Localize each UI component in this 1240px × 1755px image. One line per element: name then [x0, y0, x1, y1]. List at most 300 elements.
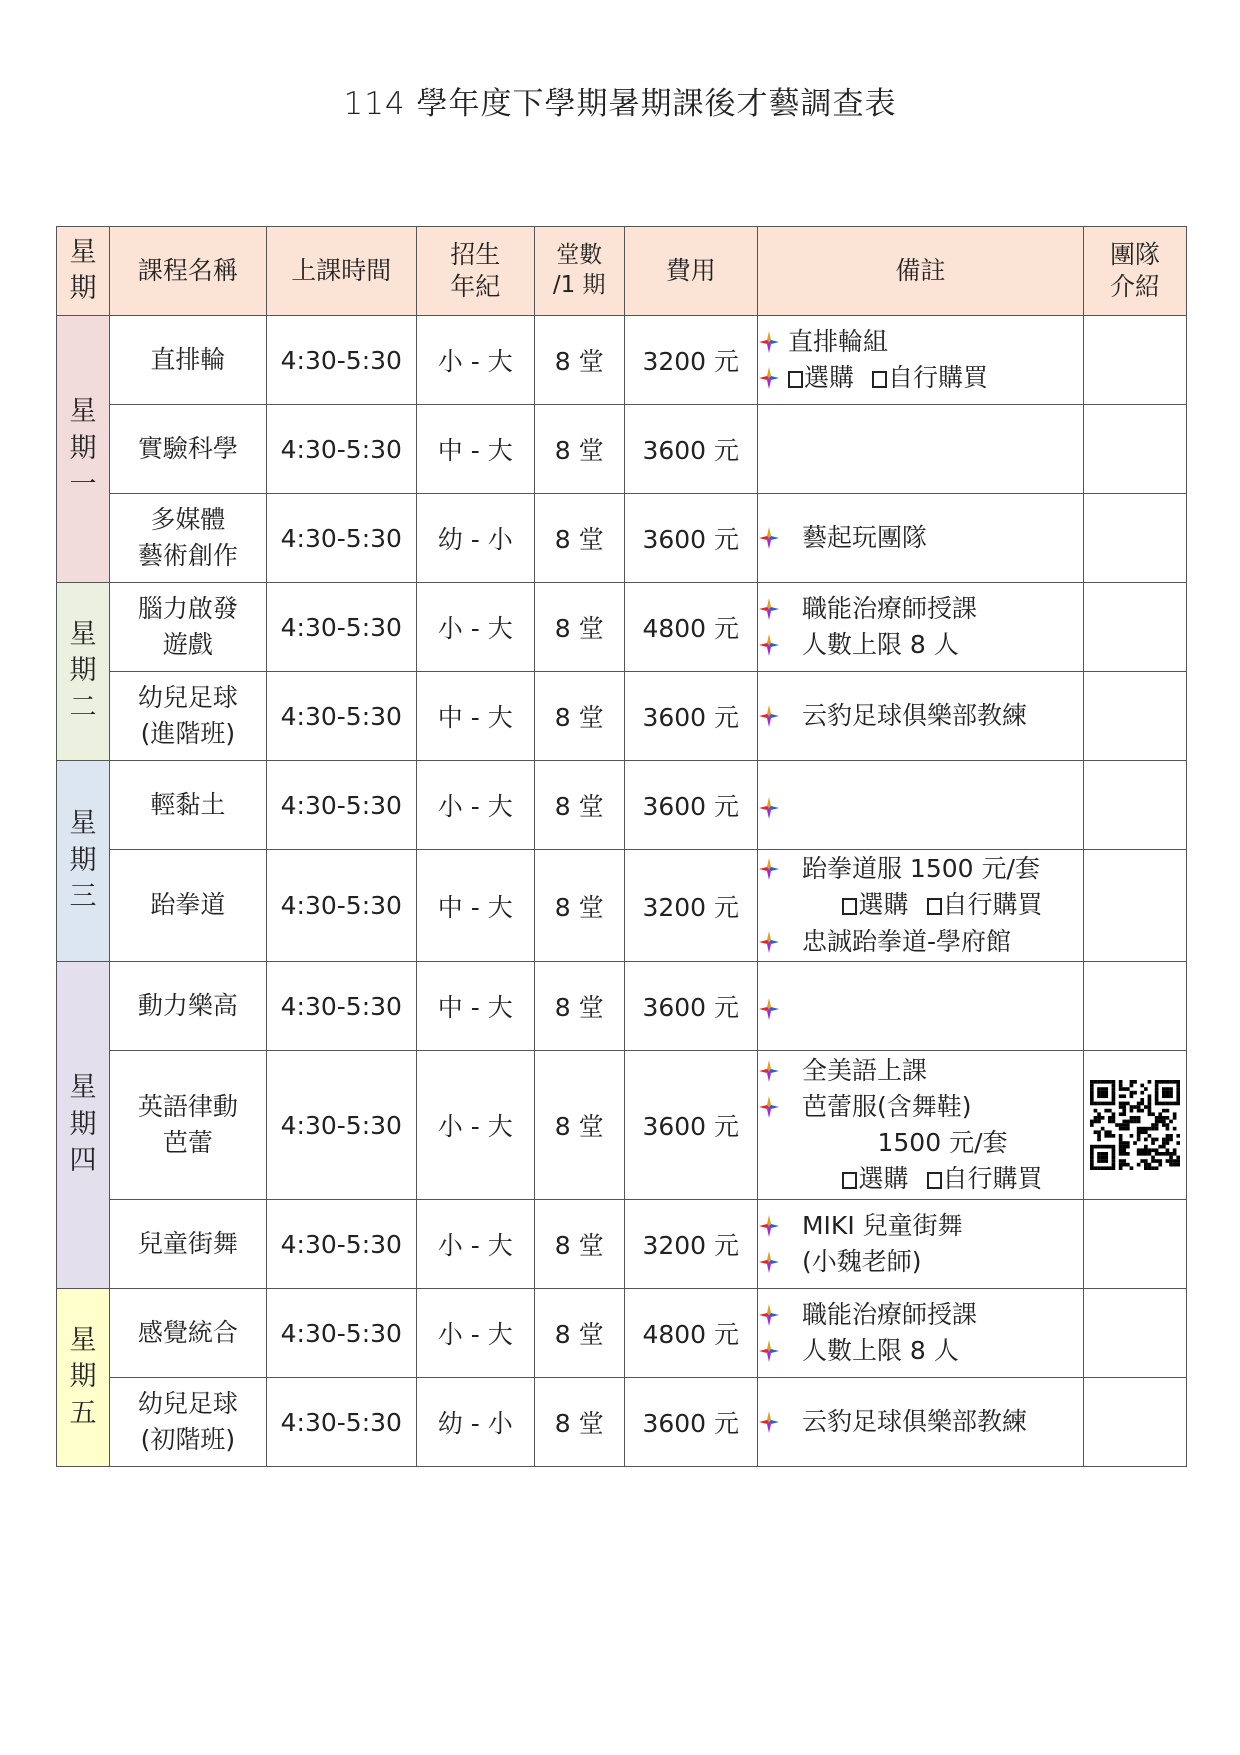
- age-range: 小 - 大: [416, 583, 534, 672]
- qr-module: [1169, 1102, 1173, 1106]
- age-range: 小 - 大: [416, 1051, 534, 1200]
- session-count: 8 堂: [534, 316, 624, 405]
- session-count: 8 堂: [534, 494, 624, 583]
- qr-module: [1112, 1134, 1116, 1138]
- qr-module: [1140, 1084, 1144, 1088]
- four-point-star-bullet-icon: [758, 330, 780, 354]
- qr-module: [1119, 1127, 1123, 1131]
- qr-module: [1151, 1123, 1155, 1127]
- notes-cell: [757, 405, 1083, 494]
- four-point-star-bullet-icon: [758, 633, 780, 657]
- qr-module: [1158, 1159, 1162, 1163]
- session-count: 8 堂: [534, 850, 624, 962]
- class-time: 4:30-5:30: [266, 1051, 416, 1200]
- qr-module: [1148, 1102, 1152, 1106]
- qr-module: [1126, 1141, 1130, 1145]
- table-row: [57, 316, 1187, 405]
- empty-checkbox-icon[interactable]: [927, 898, 942, 915]
- qr-module: [1090, 1098, 1094, 1102]
- notes-cell: [757, 1051, 1083, 1200]
- qr-module: [1119, 1166, 1123, 1170]
- qr-module: [1101, 1152, 1105, 1156]
- qr-module: [1112, 1156, 1116, 1160]
- note-text: 1500 元/套: [877, 1128, 1008, 1157]
- option-self-buy-label: 自行購買: [888, 363, 989, 392]
- qr-module: [1104, 1166, 1108, 1170]
- qr-module: [1137, 1102, 1141, 1106]
- qr-module: [1155, 1123, 1159, 1127]
- qr-module: [1126, 1163, 1130, 1167]
- fee: 3600 元: [624, 494, 757, 583]
- qr-module: [1104, 1130, 1108, 1134]
- qr-module: [1137, 1130, 1141, 1134]
- qr-module: [1119, 1084, 1123, 1088]
- qr-module: [1097, 1159, 1101, 1163]
- day-cell-thursday: 星 期 四: [57, 962, 110, 1289]
- table-row: [57, 672, 1187, 761]
- four-point-star-bullet-icon: [758, 1214, 780, 1238]
- qr-module: [1133, 1105, 1137, 1109]
- qr-module: [1097, 1145, 1101, 1149]
- qr-module: [1104, 1102, 1108, 1106]
- notes-cell: [757, 850, 1083, 962]
- age-range: 幼 - 小: [416, 494, 534, 583]
- day-cell-tuesday: 星 期 二: [57, 583, 110, 761]
- class-time: 4:30-5:30: [266, 1289, 416, 1378]
- note-text: 云豹足球俱樂部教練: [801, 700, 1027, 730]
- qr-module: [1122, 1141, 1126, 1145]
- qr-module: [1119, 1112, 1123, 1116]
- qr-module: [1148, 1127, 1152, 1131]
- qr-module: [1101, 1102, 1105, 1106]
- qr-module: [1090, 1163, 1094, 1167]
- note-text: 職能治療師授課: [801, 1299, 977, 1329]
- qr-module: [1130, 1084, 1134, 1088]
- qr-module: [1148, 1080, 1152, 1084]
- qr-module: [1162, 1120, 1166, 1124]
- option-self-buy-label: 自行購買: [942, 1164, 1043, 1194]
- qr-module: [1097, 1156, 1101, 1160]
- qr-module: [1140, 1098, 1144, 1102]
- class-time: 4:30-5:30: [266, 316, 416, 405]
- qr-module: [1112, 1080, 1116, 1084]
- qr-module: [1144, 1152, 1148, 1156]
- qr-module: [1166, 1123, 1170, 1127]
- qr-module: [1126, 1123, 1130, 1127]
- qr-module: [1144, 1159, 1148, 1163]
- fee: 3600 元: [624, 1378, 757, 1467]
- team-cell: [1084, 761, 1187, 850]
- qr-module: [1140, 1091, 1144, 1095]
- notes-cell: [757, 494, 1083, 583]
- qr-module: [1176, 1084, 1180, 1088]
- qr-module: [1122, 1163, 1126, 1167]
- four-point-star-bullet-icon: [758, 997, 780, 1021]
- qr-module: [1176, 1134, 1180, 1138]
- table-row: [57, 1051, 1187, 1200]
- qr-module: [1097, 1080, 1101, 1084]
- qr-module: [1112, 1112, 1116, 1116]
- qr-module: [1104, 1080, 1108, 1084]
- course-name: 幼兒足球 (進階班): [109, 672, 266, 761]
- class-time: 4:30-5:30: [266, 583, 416, 672]
- header-age: 招生 年紀: [416, 227, 534, 316]
- qr-module: [1140, 1127, 1144, 1131]
- qr-module: [1115, 1123, 1119, 1127]
- four-point-star-bullet-icon: [758, 1303, 780, 1327]
- age-range: 小 - 大: [416, 1289, 534, 1378]
- qr-module: [1104, 1134, 1108, 1138]
- note-text: (小魏老師): [801, 1247, 922, 1276]
- qr-module: [1155, 1102, 1159, 1106]
- qr-module: [1155, 1127, 1159, 1131]
- qr-module: [1155, 1087, 1159, 1091]
- fee: 3600 元: [624, 962, 757, 1051]
- qr-module: [1097, 1138, 1101, 1142]
- qr-module: [1166, 1152, 1170, 1156]
- qr-module: [1166, 1138, 1170, 1142]
- age-range: 小 - 大: [416, 761, 534, 850]
- qr-module: [1122, 1105, 1126, 1109]
- qr-module: [1176, 1080, 1180, 1084]
- note-text: 云豹足球俱樂部教練: [801, 1406, 1027, 1436]
- qr-module: [1119, 1094, 1123, 1098]
- qr-module: [1169, 1159, 1173, 1163]
- qr-module: [1119, 1087, 1123, 1091]
- qr-module: [1158, 1112, 1162, 1116]
- qr-module: [1155, 1152, 1159, 1156]
- qr-module: [1162, 1087, 1166, 1091]
- qr-module: [1137, 1120, 1141, 1124]
- qr-module: [1144, 1127, 1148, 1131]
- qr-module: [1094, 1116, 1098, 1120]
- qr-module: [1094, 1130, 1098, 1134]
- class-time: 4:30-5:30: [266, 962, 416, 1051]
- four-point-star-bullet-icon: [758, 1410, 780, 1434]
- qr-module: [1126, 1145, 1130, 1149]
- qr-module: [1133, 1080, 1137, 1084]
- qr-module: [1144, 1163, 1148, 1167]
- qr-module: [1137, 1163, 1141, 1167]
- qr-module: [1140, 1159, 1144, 1163]
- qr-module: [1133, 1116, 1137, 1120]
- qr-module: [1155, 1098, 1159, 1102]
- qr-module: [1097, 1130, 1101, 1134]
- qr-module: [1119, 1123, 1123, 1127]
- age-range: 中 - 大: [416, 962, 534, 1051]
- qr-module: [1122, 1109, 1126, 1113]
- fee: 4800 元: [624, 583, 757, 672]
- qr-module: [1130, 1120, 1134, 1124]
- qr-module: [1169, 1152, 1173, 1156]
- qr-module: [1155, 1094, 1159, 1098]
- qr-module: [1097, 1094, 1101, 1098]
- qr-module: [1122, 1127, 1126, 1131]
- qr-module: [1162, 1152, 1166, 1156]
- day-cell-wednesday: 星 期 三: [57, 761, 110, 962]
- qr-module: [1140, 1130, 1144, 1134]
- qr-module: [1166, 1094, 1170, 1098]
- qr-module: [1122, 1112, 1126, 1116]
- qr-module: [1169, 1087, 1173, 1091]
- qr-module: [1137, 1138, 1141, 1142]
- qr-module: [1169, 1156, 1173, 1160]
- qr-module: [1166, 1116, 1170, 1120]
- qr-module: [1097, 1152, 1101, 1156]
- qr-module: [1173, 1102, 1177, 1106]
- four-point-star-bullet-icon: [758, 1250, 780, 1274]
- qr-module: [1119, 1141, 1123, 1145]
- qr-module: [1104, 1145, 1108, 1149]
- qr-module: [1119, 1145, 1123, 1149]
- qr-module: [1108, 1116, 1112, 1120]
- table-row: [57, 1289, 1187, 1378]
- qr-module: [1173, 1080, 1177, 1084]
- qr-module: [1104, 1156, 1108, 1160]
- empty-checkbox-icon[interactable]: [842, 898, 857, 915]
- four-point-star-bullet-icon: [758, 796, 780, 820]
- course-name: 感覺統合: [109, 1289, 266, 1378]
- qr-module: [1162, 1109, 1166, 1113]
- qr-module: [1148, 1109, 1152, 1113]
- qr-module: [1148, 1094, 1152, 1098]
- qr-module: [1176, 1091, 1180, 1095]
- qr-module: [1162, 1138, 1166, 1142]
- note-text: 忠誠跆拳道-學府館: [801, 926, 1012, 956]
- four-point-star-bullet-icon: [758, 1339, 780, 1363]
- team-cell: [1084, 672, 1187, 761]
- qr-module: [1166, 1080, 1170, 1084]
- age-range: 中 - 大: [416, 405, 534, 494]
- qr-module: [1158, 1145, 1162, 1149]
- qr-module: [1151, 1141, 1155, 1145]
- qr-module: [1122, 1102, 1126, 1106]
- qr-module: [1112, 1120, 1116, 1124]
- age-range: 中 - 大: [416, 850, 534, 962]
- session-count: 8 堂: [534, 1378, 624, 1467]
- qr-module: [1130, 1134, 1134, 1138]
- qr-module: [1119, 1105, 1123, 1109]
- qr-module: [1162, 1091, 1166, 1095]
- qr-module: [1122, 1087, 1126, 1091]
- qr-module: [1173, 1148, 1177, 1152]
- qr-module: [1130, 1109, 1134, 1113]
- qr-module: [1104, 1087, 1108, 1091]
- class-time: 4:30-5:30: [266, 494, 416, 583]
- team-cell: [1084, 1200, 1187, 1289]
- table-header-row: [57, 227, 1187, 316]
- qr-module: [1112, 1163, 1116, 1167]
- qr-module: [1144, 1130, 1148, 1134]
- qr-module: [1090, 1094, 1094, 1098]
- qr-module: [1148, 1112, 1152, 1116]
- class-time: 4:30-5:30: [266, 1378, 416, 1467]
- course-name: 多媒體 藝術創作: [109, 494, 266, 583]
- qr-module: [1173, 1163, 1177, 1167]
- qr-module: [1126, 1127, 1130, 1131]
- qr-module: [1094, 1109, 1098, 1113]
- qr-module: [1155, 1120, 1159, 1124]
- qr-module: [1162, 1102, 1166, 1106]
- qr-module: [1148, 1105, 1152, 1109]
- qr-module: [1119, 1102, 1123, 1106]
- table-row: [57, 583, 1187, 672]
- note-text: 藝起玩團隊: [801, 522, 927, 552]
- qr-module: [1173, 1159, 1177, 1163]
- class-time: 4:30-5:30: [266, 761, 416, 850]
- qr-module: [1166, 1102, 1170, 1106]
- qr-module: [1148, 1098, 1152, 1102]
- note-text: 人數上限 8 人: [801, 630, 959, 659]
- qr-code-icon[interactable]: [1090, 1080, 1180, 1170]
- qr-module: [1104, 1159, 1108, 1163]
- qr-module: [1176, 1141, 1180, 1145]
- table-row: [57, 850, 1187, 962]
- team-cell: [1084, 583, 1187, 672]
- qr-module: [1176, 1159, 1180, 1163]
- qr-module: [1130, 1091, 1134, 1095]
- qr-module: [1148, 1166, 1152, 1170]
- qr-module: [1176, 1156, 1180, 1160]
- qr-module: [1173, 1112, 1177, 1116]
- qr-module: [1173, 1152, 1177, 1156]
- qr-module: [1130, 1105, 1134, 1109]
- qr-module: [1162, 1080, 1166, 1084]
- qr-module: [1148, 1134, 1152, 1138]
- qr-module: [1144, 1087, 1148, 1091]
- qr-module: [1126, 1152, 1130, 1156]
- table-row: [57, 1200, 1187, 1289]
- notes-cell: [757, 316, 1083, 405]
- qr-module: [1101, 1094, 1105, 1098]
- fee: 3600 元: [624, 761, 757, 850]
- schedule-table: [56, 226, 1187, 1467]
- qr-module: [1151, 1138, 1155, 1142]
- qr-module: [1097, 1134, 1101, 1138]
- course-name: 實驗科學: [109, 405, 266, 494]
- qr-module: [1122, 1094, 1126, 1098]
- qr-module: [1112, 1116, 1116, 1120]
- qr-module: [1094, 1080, 1098, 1084]
- qr-module: [1166, 1109, 1170, 1113]
- qr-module: [1166, 1087, 1170, 1091]
- qr-module: [1090, 1166, 1094, 1170]
- qr-module: [1169, 1080, 1173, 1084]
- qr-module: [1137, 1134, 1141, 1138]
- qr-module: [1097, 1116, 1101, 1120]
- qr-module: [1090, 1102, 1094, 1106]
- fee: 3200 元: [624, 316, 757, 405]
- header-fee: 費用: [624, 227, 757, 316]
- qr-module: [1108, 1120, 1112, 1124]
- fee: 3600 元: [624, 1051, 757, 1200]
- qr-module: [1119, 1134, 1123, 1138]
- fee: 3200 元: [624, 850, 757, 962]
- notes-cell: [757, 583, 1083, 672]
- qr-module: [1130, 1166, 1134, 1170]
- qr-module: [1133, 1141, 1137, 1145]
- notes-cell: [757, 1378, 1083, 1467]
- course-name: 動力樂高: [109, 962, 266, 1051]
- fee: 3600 元: [624, 672, 757, 761]
- qr-module: [1094, 1145, 1098, 1149]
- qr-module: [1137, 1105, 1141, 1109]
- qr-module: [1140, 1148, 1144, 1152]
- qr-module: [1133, 1120, 1137, 1124]
- qr-module: [1108, 1130, 1112, 1134]
- empty-checkbox-icon[interactable]: [927, 1172, 942, 1189]
- age-range: 小 - 大: [416, 1200, 534, 1289]
- qr-module: [1155, 1138, 1159, 1142]
- day-cell-monday: 星 期 一: [57, 316, 110, 583]
- qr-module: [1148, 1152, 1152, 1156]
- qr-module: [1162, 1116, 1166, 1120]
- qr-module: [1094, 1120, 1098, 1124]
- qr-module: [1166, 1134, 1170, 1138]
- qr-module: [1108, 1166, 1112, 1170]
- session-count: 8 堂: [534, 761, 624, 850]
- qr-module: [1104, 1094, 1108, 1098]
- qr-module: [1130, 1094, 1134, 1098]
- empty-checkbox-icon[interactable]: [788, 371, 803, 388]
- team-cell: [1084, 1051, 1187, 1200]
- qr-module: [1137, 1116, 1141, 1120]
- header-team: 團隊 介紹: [1084, 227, 1187, 316]
- qr-module: [1119, 1148, 1123, 1152]
- qr-module: [1151, 1156, 1155, 1160]
- qr-module: [1101, 1156, 1105, 1160]
- qr-module: [1122, 1159, 1126, 1163]
- qr-module: [1173, 1127, 1177, 1131]
- qr-module: [1090, 1123, 1094, 1127]
- qr-module: [1101, 1116, 1105, 1120]
- qr-module: [1119, 1159, 1123, 1163]
- team-cell: [1084, 316, 1187, 405]
- empty-checkbox-icon[interactable]: [842, 1172, 857, 1189]
- qr-module: [1112, 1084, 1116, 1088]
- four-point-star-bullet-icon: [758, 526, 780, 550]
- qr-module: [1119, 1163, 1123, 1167]
- qr-module: [1148, 1148, 1152, 1152]
- page-title: 114 學年度下學期暑期課後才藝調查表: [343, 86, 897, 122]
- qr-module: [1130, 1080, 1134, 1084]
- qr-module: [1137, 1127, 1141, 1131]
- qr-module: [1126, 1102, 1130, 1106]
- qr-module: [1090, 1152, 1094, 1156]
- qr-module: [1097, 1120, 1101, 1124]
- qr-module: [1162, 1145, 1166, 1149]
- empty-checkbox-icon[interactable]: [872, 371, 887, 388]
- team-cell: [1084, 494, 1187, 583]
- team-cell: [1084, 405, 1187, 494]
- qr-module: [1155, 1080, 1159, 1084]
- qr-module: [1108, 1080, 1112, 1084]
- session-count: 8 堂: [534, 405, 624, 494]
- qr-module: [1108, 1134, 1112, 1138]
- qr-module: [1162, 1123, 1166, 1127]
- four-point-star-bullet-icon: [758, 366, 780, 390]
- course-name: 腦力啟發 遊戲: [109, 583, 266, 672]
- team-cell: [1084, 962, 1187, 1051]
- session-count: 8 堂: [534, 1200, 624, 1289]
- qr-module: [1140, 1109, 1144, 1113]
- qr-module: [1144, 1148, 1148, 1152]
- qr-module: [1119, 1080, 1123, 1084]
- qr-module: [1090, 1148, 1094, 1152]
- header-notes: 備註: [757, 227, 1083, 316]
- table-row: [57, 1378, 1187, 1467]
- qr-module: [1112, 1098, 1116, 1102]
